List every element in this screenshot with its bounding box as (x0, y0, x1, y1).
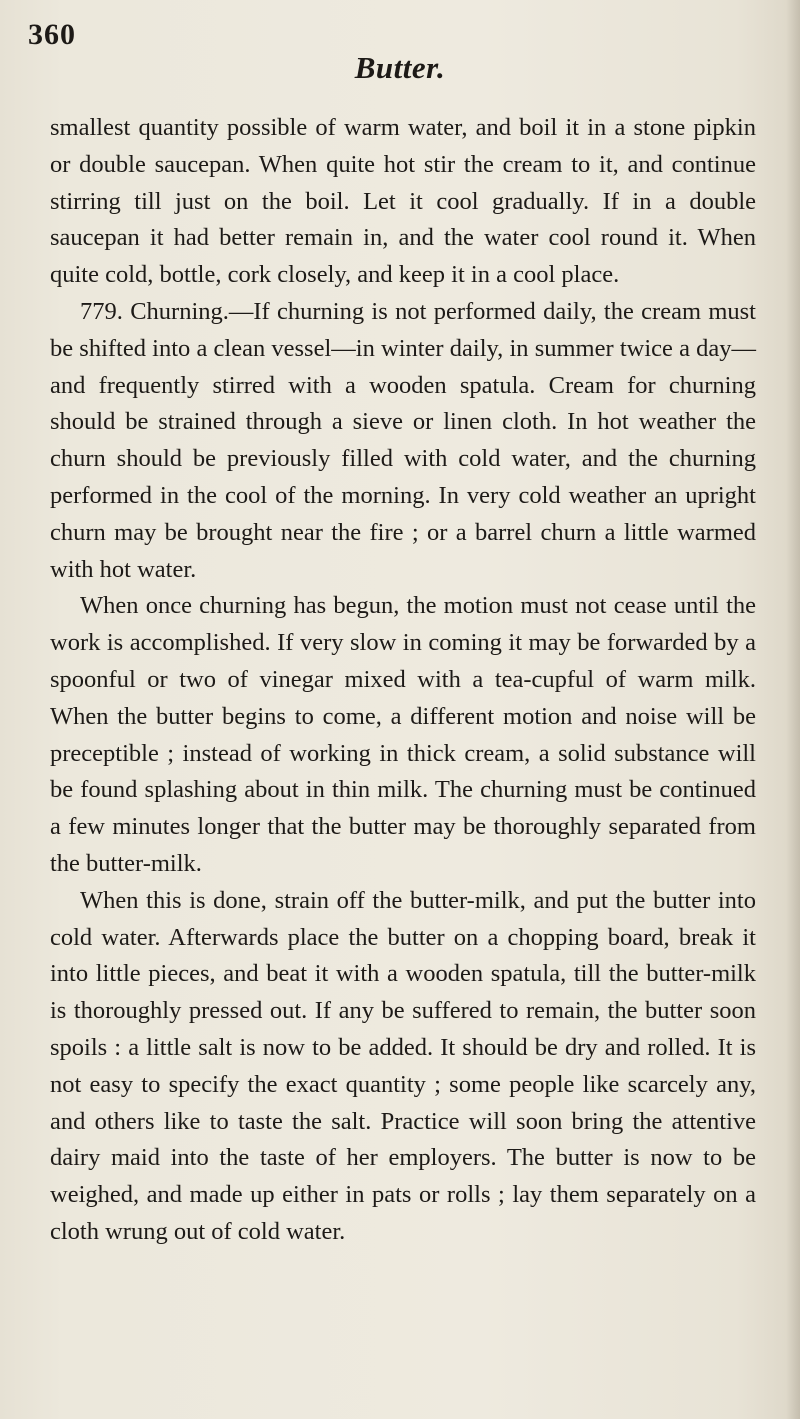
running-head: Butter. (354, 50, 446, 85)
paragraph-continued: smallest quantity possible of warm water, and boil it in a stone pipkin or double saucepan. When quite hot stir the cream to it, and continue stirring till just on the boil. Let it cool gradually. If in a double saucepan it had better remain in, and the water cool round it. When quite cold, bottle, cork closely, and keep it in a cool place. (50, 114, 756, 289)
page-number: 360 (28, 18, 76, 51)
paragraph-churning-motion: When once churning has begun, the motion must not cease until the work is accomplished. If very slow in coming it may be forwarded by a spoonful or two of vinegar mixed with a tea-cupful of warm milk. When the butter begins to come, a different motion and noise will be preceptible ; instead of working in thick cream, a solid substance will be found splashing about in thin milk. The churning must be continued a few minutes longer that the butter may be thoroughly separated from the butter-milk. (50, 592, 756, 877)
body-text (50, 110, 756, 1251)
paragraph-butter-milk: When this is done, strain off the butter-milk, and put the butter into cold water. Afterwards place the butter on a chopping board, break it into little pieces, and beat it with a wooden spatula, till the butter-milk is thoroughly pressed out. If any be suffered to remain, the butter soon spoils : a little salt is now to be added. It should be dry and rolled. It is not easy to specify the exact quantity ; some people like scarcely any, and others like to taste the salt. Practice will soon bring the attentive dairy maid into the taste of her employers. The butter is now to be weighed, and made up either in pats or rolls ; lay them separately on a cloth wrung out of cold water. (50, 886, 756, 1245)
page-edge-shadow (786, 0, 800, 1419)
paragraph-churning: 779. Churning.—If churning is not performed daily, the cream must be shifted into a clean vessel—in winter daily, in summer twice a day—and frequently stirred with a wooden spatula. Cream for churning should be strained through a sieve or linen cloth. In hot weather the churn should be previously filled with cold water, and the churning performed in the cool of the morning. In very cold weather an upright churn may be brought near the fire ; or a barrel churn a little warmed with hot water. (50, 297, 756, 583)
